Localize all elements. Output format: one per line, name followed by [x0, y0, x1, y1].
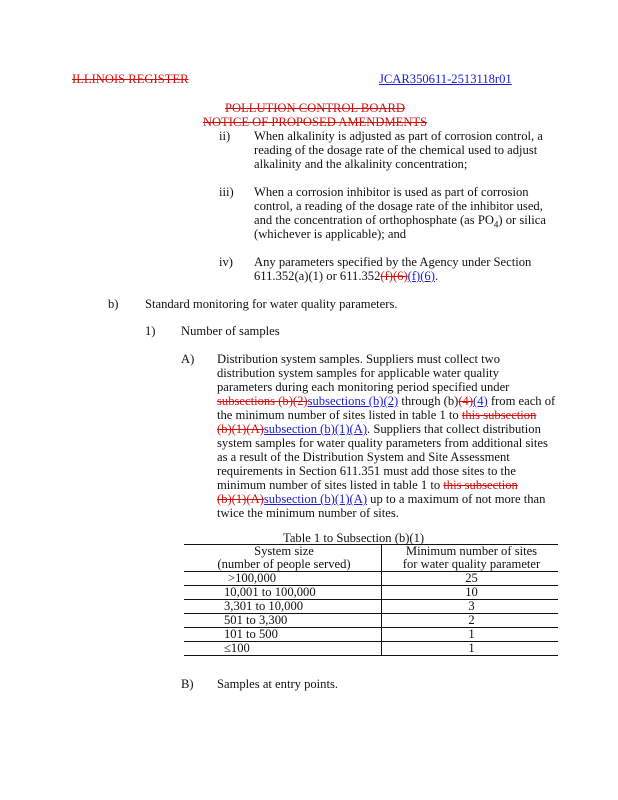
- cell-sites: 2: [382, 614, 559, 628]
- para-a-line-3: parameters during each monitoring period specified under: [217, 380, 510, 394]
- section-b1-heading: Number of samples: [181, 324, 280, 338]
- item-ii-line-1: When alkalinity is adjusted as part of corrosion control, a: [254, 129, 543, 143]
- para-a-line-1: Distribution system samples. Suppliers must collect two: [217, 352, 500, 366]
- table-row: [184, 600, 558, 614]
- para-a-deleted-b1a-2: (b)(1)(A): [217, 492, 264, 506]
- col-min-sites-h2: for water quality parameter: [402, 557, 541, 571]
- item-iv-line-2-end: .: [434, 269, 439, 283]
- cell-size: 3,301 to 10,000: [184, 600, 382, 614]
- section-b-label: b): [108, 297, 119, 311]
- col-system-size-h2: (number of people served): [217, 557, 351, 571]
- item-ii-line-2: reading of the dosage rate of the chemical used to adjust: [254, 143, 538, 157]
- para-a-line-8: as a result of the Distribution System and Site Assessment: [217, 450, 510, 464]
- item-iii-line-3-a: and the concentration of orthophosphate (as PO: [254, 213, 494, 227]
- para-a-line-2: distribution system samples for applicable water quality: [217, 366, 499, 380]
- para-a-deleted-this-subsection-2: this subsection: [443, 478, 518, 492]
- item-ii-line-3: alkalinity and the alkalinity concentration;: [254, 157, 468, 171]
- table-header-row: [184, 545, 558, 572]
- item-iii-subscript: 4: [493, 219, 499, 230]
- para-a-line-5: [217, 408, 536, 422]
- cell-size: 101 to 500: [184, 628, 382, 642]
- table-row: [184, 572, 558, 586]
- para-a-deleted-subsections: subsections (b)(2): [217, 394, 308, 408]
- para-a-line-7: system samples for water quality parameters from additional sites: [217, 436, 548, 450]
- table-row: [184, 642, 558, 656]
- para-a-line-11: [217, 492, 545, 506]
- para-a-deleted-this-subsection: this subsection: [461, 408, 537, 422]
- item-iv-line-1: Any parameters specified by the Agency under Section: [254, 255, 532, 269]
- table-row: [184, 614, 558, 628]
- board-title: POLLUTION CONTROL BOARD: [224, 101, 406, 115]
- cell-sites: 25: [382, 572, 559, 586]
- para-a-label: A): [181, 352, 195, 366]
- cell-sites: 1: [382, 628, 559, 642]
- cell-sites: 10: [382, 586, 559, 600]
- document-id-text: JCAR350611-2513118r01: [379, 72, 512, 86]
- cell-size: ≤100: [184, 642, 382, 656]
- col-min-sites-header: [382, 545, 559, 572]
- para-a-line-4-mid: through (b): [398, 394, 459, 408]
- item-iv-label: iv): [219, 255, 233, 269]
- para-a-line-6: [217, 422, 541, 436]
- sites-table: [184, 544, 558, 656]
- item-iii-label: iii): [219, 185, 234, 199]
- table-row: [184, 628, 558, 642]
- para-a-inserted-4: (4): [473, 394, 488, 408]
- table-caption: Table 1 to Subsection (b)(1): [283, 531, 425, 545]
- item-iv-line-2: [254, 269, 438, 283]
- item-iv-line-2-a: 611.352(a)(1) or 611.352: [254, 269, 381, 283]
- col-min-sites-h1: Minimum number of sites: [405, 544, 538, 558]
- para-b-label: B): [181, 677, 194, 691]
- section-b1-label: 1): [145, 324, 156, 338]
- item-iv-deleted-ref: (f)(6): [380, 269, 408, 283]
- para-a-line-10: [217, 478, 518, 492]
- document-id: [379, 72, 512, 86]
- cell-size: 10,001 to 100,000: [184, 586, 382, 600]
- register-header: ILLINOIS REGISTER: [72, 72, 189, 86]
- para-a-line-12: twice the minimum number of sites.: [217, 506, 399, 520]
- table-row: [184, 586, 558, 600]
- para-a-line-4-end: from each of: [487, 394, 556, 408]
- item-iii-line-1: When a corrosion inhibitor is used as part of corrosion: [254, 185, 529, 199]
- cell-size: >100,000: [184, 572, 382, 586]
- cell-sites: 3: [382, 600, 559, 614]
- para-a-inserted-subsections: subsections (b)(2): [307, 394, 399, 408]
- para-a-line-11-end: up to a maximum of not more than: [367, 492, 546, 506]
- para-b-heading: Samples at entry points.: [217, 677, 339, 691]
- cell-size: 501 to 3,300: [184, 614, 382, 628]
- notice-title: NOTICE OF PROPOSED AMENDMENTS: [202, 115, 428, 129]
- para-a-deleted-4: (4): [458, 394, 474, 408]
- col-system-size-h1: System size: [254, 544, 314, 558]
- item-iii-line-2: control, a reading of the dosage rate of the inhibitor used,: [254, 199, 543, 213]
- para-a-line-6-end: . Suppliers that collect distribution: [367, 422, 541, 436]
- para-a-deleted-b1a: (b)(1)(A): [217, 422, 264, 436]
- col-system-size-header: [184, 545, 382, 572]
- item-iii-line-4: (whichever is applicable); and: [254, 227, 407, 241]
- item-iv-inserted-ref: (f)(6): [407, 269, 435, 283]
- cell-sites: 1: [382, 642, 559, 656]
- para-a-line-4: [217, 394, 555, 408]
- section-b-heading: Standard monitoring for water quality parameters.: [145, 297, 398, 311]
- para-a-inserted-b1a-2: subsection (b)(1)(A): [263, 492, 368, 506]
- para-a-line-9: requirements in Section 611.351 must add those sites to the: [217, 464, 516, 478]
- item-ii-label: ii): [219, 129, 231, 143]
- para-a-line-10-a: minimum number of sites listed in table 1 to: [217, 478, 444, 492]
- para-a-inserted-b1a: subsection (b)(1)(A): [263, 422, 368, 436]
- item-iii-line-3-c: ) or silica: [498, 213, 546, 227]
- para-a-line-5-a: the minimum number of sites listed in table 1 to: [217, 408, 462, 422]
